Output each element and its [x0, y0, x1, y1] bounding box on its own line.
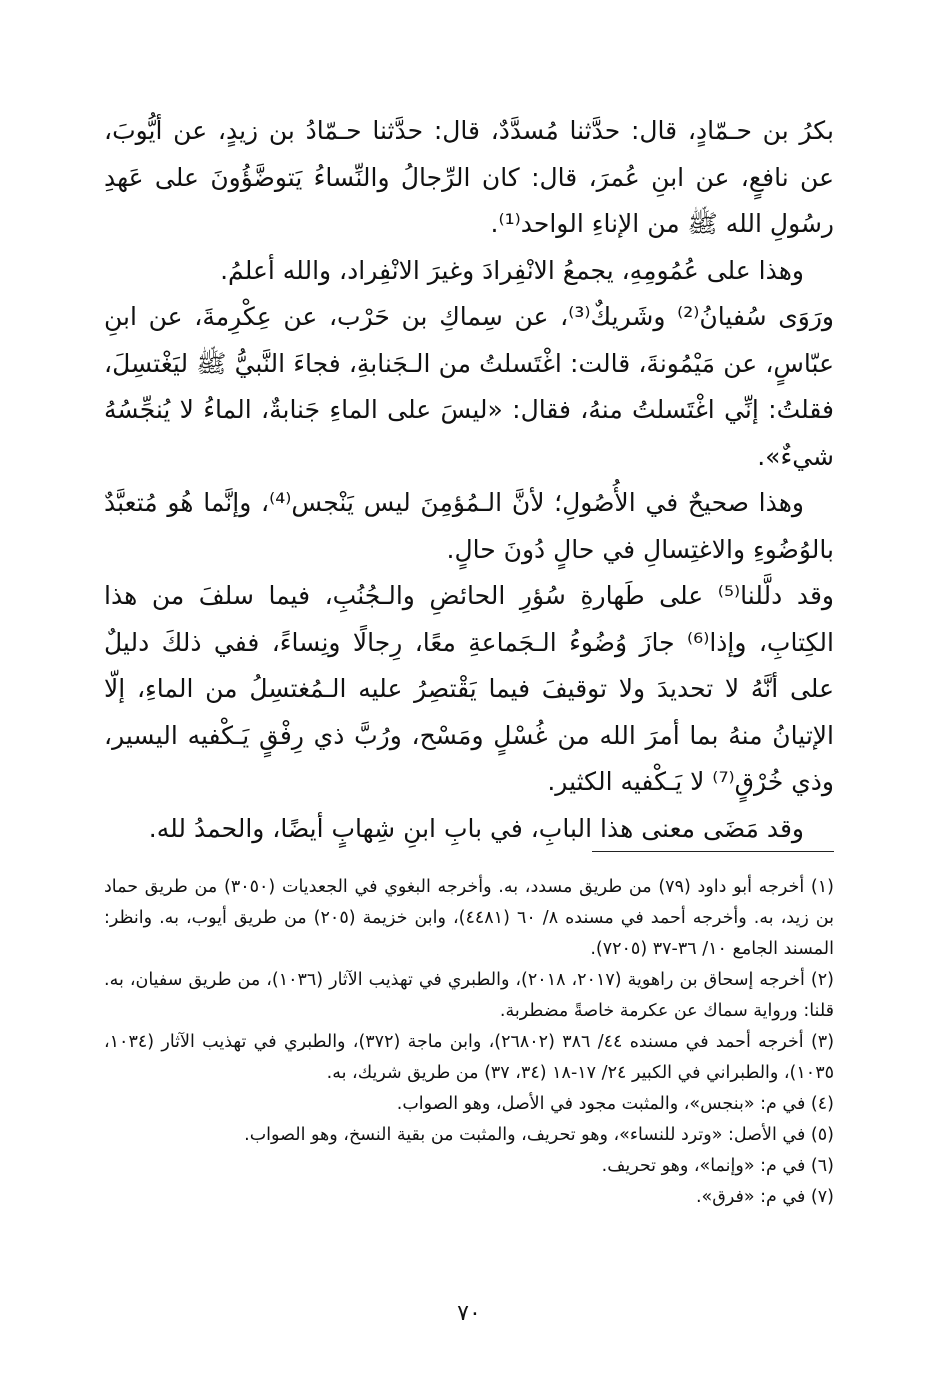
footnote-3: (٣) أخرجه أحمد في مسنده ٤٤/ ٣٨٦ (٢٦٨٠٢)، وابن ماجة (٣٧٢)، والطبري في تهذيب الآثار (١٠٣٤، ١٠٣٥)، والطبراني في الكبير ٢٤/ ١٧-١٨ (٣٤، ٣٧) من طريق شريك، به. [104, 1032, 835, 1083]
footnote-5: (٥) في الأصل: «وترد للنساء»، وهو تحريف، والمثبت من بقية النسخ، وهو الصواب. [244, 1125, 834, 1145]
paragraph-5: وقد دلَّلنا⁽⁵⁾ على طَهارةِ سُؤرِ الحائضِ والـجُنُبِ، فيما سلفَ من هذا الكِتابِ، وإذا⁽⁶⁾ جازَ وُضُوءُ الـجَماعةِ معًا، رِجالًا ونِساءً، ففي ذلكَ دليلٌ على أنَّهُ لا تحديدَ ولا توقيفَ فيما يَقْتصِرُ عليه الـمُغتسِلُ من الماءِ، إلّا الإتيانُ منهُ بما أمرَ الله من غُسْلٍ ومَسْح، ورُبَّ ذي رِفْقٍ يَـكْفيه اليسير، وذي خُرْقٍ⁽⁷⁾ لا يَـكْفيه الكثير. [104, 581, 835, 796]
footnote-6: (٦) في م: «وإنما»، وهو تحريف. [601, 1156, 834, 1176]
footnotes [104, 872, 834, 1213]
paragraph-4: وهذا صحيحٌ في الأُصُولِ؛ لأنَّ الـمُؤمِنَ ليس يَنْجس⁽⁴⁾، وإنَّما هُو مُتعبَّدٌ بالوُضُوءِ والاغتِسالِ في حالٍ دُونَ حالٍ. [104, 488, 834, 564]
paragraph-3: ورَوَى سُفيانُ⁽²⁾ وشَريكٌ⁽³⁾، عن سِماكِ بن حَرْب، عن عِكْرِمةَ، عن ابنِ عبّاسٍ، عن مَيْمُونةَ، قالت: اغْتَسلتُ من الـجَنابةِ، فجاءَ النَّبيُّ ﷺ ليَغْتسِلَ، فقلتُ: إنِّي اغْتَسلتُ منهُ، فقال: «ليسَ على الماءِ جَنابةٌ، الماءُ لا يُنجِّسُهُ شيءٌ». [104, 302, 834, 471]
paragraph-6: وقد مَضَى معنى هذا البابِ، في بابِ ابنِ شِهابٍ أيضًا، والحمدُ لله. [148, 813, 804, 843]
footnote-4: (٤) في م: «بنجس»، والمثبت مجود في الأصل، وهو الصواب. [396, 1094, 834, 1114]
footnote-divider [592, 851, 834, 852]
page-number: ٧٠ [457, 1301, 481, 1326]
footnote-7: (٧) في م: «فرق». [695, 1187, 834, 1207]
footnote-2: (٢) أخرجه إسحاق بن راهوية (٢٠١٧، ٢٠١٨)، والطبري في تهذيب الآثار (١٠٣٦)، من طريق سفيان، به. قلنا: ورواية سماك عن عكرمة خاصةً مضطربة. [104, 970, 834, 1021]
paragraph-1: بكرُ بن حـمّادٍ، قال: حدَّثنا مُسدَّدٌ، قال: حدَّثنا حـمّادُ بن زيدٍ، عن أيُّوبَ، عن نافعٍ، عن ابنِ عُمرَ، قال: كان الرِّجالُ والنِّساءُ يَتوضَّؤُونَ على عَهدِ رسُولِ الله ﷺ من الإناءِ الواحد⁽¹⁾. [104, 116, 834, 238]
main-text [104, 108, 834, 852]
footnote-1: (١) أخرجه أبو داود (٧٩) من طريق مسدد، به. وأخرجه البغوي في الجعديات (٣٠٥٠) من طريق حماد بن زيد، به. وأخرجه أحمد في مسنده ٨/ ٦٠ (٤٤٨١)، وابن خزيمة (٢٠٥) من طريق أيوب، به. وانظر: المسند الجامع ١٠/ ٣٦-٣٧ (٧٢٠٥). [104, 877, 834, 959]
paragraph-2: وهذا على عُمُومِهِ، يجمعُ الانْفِرادَ وغيرَ الانْفِراد، والله أعلمُ. [220, 255, 804, 285]
